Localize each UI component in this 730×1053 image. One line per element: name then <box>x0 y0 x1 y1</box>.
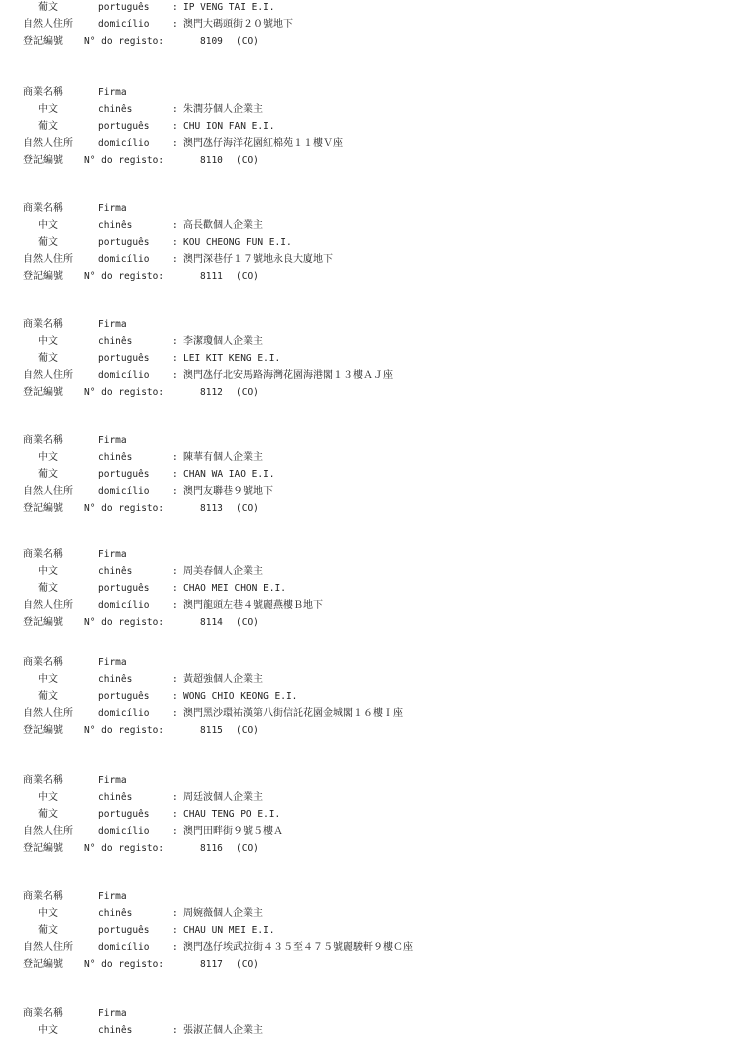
row-registo <box>0 268 700 285</box>
label-zh: 自然人住所 <box>23 826 73 837</box>
row-firma <box>0 654 700 671</box>
value-chinese-name: 李潔瓊個人企業主 <box>183 336 263 347</box>
label-zh: 自然人住所 <box>23 138 73 149</box>
colon: : <box>172 220 178 231</box>
colon: : <box>172 254 178 265</box>
registo-number: 8113 <box>200 503 223 514</box>
row-chines <box>0 449 700 466</box>
colon: : <box>172 708 178 719</box>
value-portuguese-name: CHU ION FAN E.I. <box>183 121 275 132</box>
value-portuguese-name: LEI KIT KENG E.I. <box>183 353 281 364</box>
registo-number: 8117 <box>200 959 223 970</box>
label-zh: 商業名稱 <box>23 775 63 786</box>
label-zh: 商業名稱 <box>23 657 63 668</box>
row-domicilio <box>0 16 700 33</box>
label-pt: Firma <box>98 87 127 98</box>
value-domicilio: 澳門龍頭左巷４號麗燕樓Ｂ地下 <box>183 600 323 611</box>
label-zh: 葡文 <box>38 2 58 13</box>
row-registo <box>0 152 700 169</box>
row-registo <box>0 384 700 401</box>
row-registo <box>0 956 700 973</box>
row-domicilio <box>0 823 700 840</box>
row-chines <box>0 789 700 806</box>
value-domicilio: 澳門氹仔北安馬路海灣花園海港閣１３樓ＡＪ座 <box>183 370 393 381</box>
label-zh: 葡文 <box>38 353 58 364</box>
label-pt: N° do registo: <box>84 959 165 970</box>
label-pt: chinês <box>98 220 133 231</box>
registo-suffix: (CO) <box>236 36 259 47</box>
colon: : <box>172 600 178 611</box>
label-zh: 登記編號 <box>23 617 63 628</box>
label-pt: português <box>98 583 150 594</box>
label-zh: 葡文 <box>38 691 58 702</box>
entry-block <box>0 546 700 631</box>
value-chinese-name: 陳華有個人企業主 <box>183 452 263 463</box>
label-zh: 登記編號 <box>23 155 63 166</box>
label-pt: Firma <box>98 549 127 560</box>
label-pt: N° do registo: <box>84 617 165 628</box>
registo-suffix: (CO) <box>236 503 259 514</box>
row-chines <box>0 563 700 580</box>
label-pt: português <box>98 121 150 132</box>
value-chinese-name: 周婉薇個人企業主 <box>183 908 263 919</box>
label-pt: N° do registo: <box>84 271 165 282</box>
entry-block <box>0 772 700 857</box>
label-pt: domicílio <box>98 826 150 837</box>
colon: : <box>172 353 178 364</box>
value-chinese-name: 朱潤芬個人企業主 <box>183 104 263 115</box>
row-domicilio <box>0 251 700 268</box>
label-pt: português <box>98 469 150 480</box>
label-pt: N° do registo: <box>84 155 165 166</box>
label-pt: português <box>98 2 150 13</box>
colon: : <box>172 370 178 381</box>
label-zh: 中文 <box>38 452 58 463</box>
entry-block <box>0 888 700 973</box>
value-chinese-name: 周廷波個人企業主 <box>183 792 263 803</box>
label-pt: Firma <box>98 1008 127 1019</box>
colon: : <box>172 809 178 820</box>
label-pt: Firma <box>98 435 127 446</box>
value-domicilio: 澳門深巷仔１７號地永良大廈地下 <box>183 254 333 265</box>
row-domicilio <box>0 483 700 500</box>
registo-suffix: (CO) <box>236 725 259 736</box>
label-zh: 登記編號 <box>23 843 63 854</box>
colon: : <box>172 583 178 594</box>
label-pt: N° do registo: <box>84 387 165 398</box>
entry-block <box>0 432 700 517</box>
value-portuguese-name: CHAO MEI CHON E.I. <box>183 583 286 594</box>
row-domicilio <box>0 939 700 956</box>
row-firma <box>0 200 700 217</box>
value-portuguese-name: KOU CHEONG FUN E.I. <box>183 237 292 248</box>
colon: : <box>172 138 178 149</box>
colon: : <box>172 566 178 577</box>
label-pt: Firma <box>98 319 127 330</box>
label-pt: N° do registo: <box>84 843 165 854</box>
registo-suffix: (CO) <box>236 155 259 166</box>
row-domicilio <box>0 367 700 384</box>
label-zh: 自然人住所 <box>23 254 73 265</box>
value-domicilio: 澳門友聯巷９號地下 <box>183 486 273 497</box>
value-portuguese-name: CHAN WA IAO E.I. <box>183 469 275 480</box>
label-pt: N° do registo: <box>84 725 165 736</box>
label-pt: Firma <box>98 891 127 902</box>
colon: : <box>172 2 178 13</box>
value-chinese-name: 高長歡個人企業主 <box>183 220 263 231</box>
label-zh: 自然人住所 <box>23 942 73 953</box>
colon: : <box>172 1025 178 1036</box>
row-portuguese <box>0 350 700 367</box>
registo-suffix: (CO) <box>236 271 259 282</box>
colon: : <box>172 942 178 953</box>
label-pt: domicílio <box>98 19 150 30</box>
label-pt: português <box>98 691 150 702</box>
value-domicilio: 澳門氹仔海洋花園紅棉苑１１樓Ｖ座 <box>183 138 343 149</box>
value-portuguese-name: WONG CHIO KEONG E.I. <box>183 691 298 702</box>
row-chines <box>0 671 700 688</box>
colon: : <box>172 237 178 248</box>
label-zh: 登記編號 <box>23 387 63 398</box>
label-zh: 商業名稱 <box>23 203 63 214</box>
registo-number: 8112 <box>200 387 223 398</box>
label-zh: 葡文 <box>38 583 58 594</box>
label-zh: 商業名稱 <box>23 891 63 902</box>
colon: : <box>172 925 178 936</box>
label-zh: 中文 <box>38 792 58 803</box>
label-zh: 中文 <box>38 908 58 919</box>
row-registo <box>0 614 700 631</box>
label-pt: domicílio <box>98 370 150 381</box>
label-zh: 登記編號 <box>23 725 63 736</box>
row-registo <box>0 840 700 857</box>
label-pt: chinês <box>98 908 133 919</box>
value-domicilio: 澳門田畔街９號５樓Ａ <box>183 826 283 837</box>
label-pt: domicílio <box>98 138 150 149</box>
registo-number: 8110 <box>200 155 223 166</box>
row-portuguese <box>0 688 700 705</box>
row-chines <box>0 333 700 350</box>
label-zh: 中文 <box>38 220 58 231</box>
row-firma <box>0 546 700 563</box>
label-pt: Firma <box>98 775 127 786</box>
row-portuguese <box>0 466 700 483</box>
label-zh: 葡文 <box>38 237 58 248</box>
colon: : <box>172 452 178 463</box>
row-portuguese <box>0 234 700 251</box>
row-chines <box>0 1022 700 1039</box>
value: 張淑芷個人企業主 <box>183 1025 263 1036</box>
registo-suffix: (CO) <box>236 387 259 398</box>
registo-number: 8109 <box>200 36 223 47</box>
label-pt: português <box>98 925 150 936</box>
value: IP VENG TAI E.I. <box>183 2 275 13</box>
row-domicilio <box>0 597 700 614</box>
label-zh: 中文 <box>38 674 58 685</box>
label-zh: 中文 <box>38 336 58 347</box>
colon: : <box>172 19 178 30</box>
colon: : <box>172 486 178 497</box>
row-portuguese <box>0 922 700 939</box>
registo-number: 8111 <box>200 271 223 282</box>
label-pt: chinês <box>98 566 133 577</box>
registo-number: 8115 <box>200 725 223 736</box>
registo-number: 8116 <box>200 843 223 854</box>
label-pt: N° do registo: <box>84 36 165 47</box>
label-pt: domicílio <box>98 708 150 719</box>
label-zh: 葡文 <box>38 121 58 132</box>
row-portuguese <box>0 118 700 135</box>
entry-block <box>0 200 700 285</box>
row-chines <box>0 905 700 922</box>
label-zh: 商業名稱 <box>23 549 63 560</box>
row-portuguese <box>0 806 700 823</box>
row-portuguese <box>0 580 700 597</box>
label-pt: N° do registo: <box>84 503 165 514</box>
label-pt: chinês <box>98 452 133 463</box>
label-pt: chinês <box>98 792 133 803</box>
label-pt: domicílio <box>98 600 150 611</box>
row-portuguese <box>0 0 700 16</box>
label-pt: domicílio <box>98 254 150 265</box>
row-firma <box>0 432 700 449</box>
label-zh: 中文 <box>38 566 58 577</box>
row-firma <box>0 772 700 789</box>
label-pt: domicílio <box>98 942 150 953</box>
label-zh: 登記編號 <box>23 959 63 970</box>
label-zh: 登記編號 <box>23 36 63 47</box>
label-zh: 中文 <box>38 1025 58 1036</box>
label-zh: 登記編號 <box>23 271 63 282</box>
row-domicilio <box>0 135 700 152</box>
colon: : <box>172 908 178 919</box>
label-pt: Firma <box>98 203 127 214</box>
label-zh: 自然人住所 <box>23 19 73 30</box>
colon: : <box>172 826 178 837</box>
colon: : <box>172 792 178 803</box>
registo-suffix: (CO) <box>236 959 259 970</box>
colon: : <box>172 691 178 702</box>
value-domicilio: 澳門黑沙環祐漢第八街信託花園金城閣１６樓Ｉ座 <box>183 708 403 719</box>
label-pt: chinês <box>98 336 133 347</box>
label-pt: chinês <box>98 674 133 685</box>
entry-8109 <box>0 0 700 50</box>
label-zh: 自然人住所 <box>23 708 73 719</box>
label-zh: 葡文 <box>38 925 58 936</box>
value-chinese-name: 周美春個人企業主 <box>183 566 263 577</box>
label-pt: chinês <box>98 104 133 115</box>
label-zh: 中文 <box>38 104 58 115</box>
row-firma <box>0 84 700 101</box>
label-pt: Firma <box>98 657 127 668</box>
colon: : <box>172 336 178 347</box>
label-pt: português <box>98 353 150 364</box>
row-firma <box>0 316 700 333</box>
label-zh: 自然人住所 <box>23 370 73 381</box>
row-chines <box>0 217 700 234</box>
colon: : <box>172 121 178 132</box>
label-zh: 商業名稱 <box>23 1008 63 1019</box>
registo-suffix: (CO) <box>236 843 259 854</box>
row-registo <box>0 33 700 50</box>
label-pt: português <box>98 809 150 820</box>
registo-number: 8114 <box>200 617 223 628</box>
row-registo <box>0 722 700 739</box>
label-zh: 葡文 <box>38 809 58 820</box>
row-firma <box>0 888 700 905</box>
label-zh: 自然人住所 <box>23 600 73 611</box>
value-chinese-name: 黃超強個人企業主 <box>183 674 263 685</box>
label-zh: 商業名稱 <box>23 435 63 446</box>
colon: : <box>172 104 178 115</box>
value-portuguese-name: CHAU UN MEI E.I. <box>183 925 275 936</box>
colon: : <box>172 469 178 480</box>
row-chines <box>0 101 700 118</box>
colon: : <box>172 674 178 685</box>
row-domicilio <box>0 705 700 722</box>
label-zh: 商業名稱 <box>23 319 63 330</box>
label-zh: 商業名稱 <box>23 87 63 98</box>
row-registo <box>0 500 700 517</box>
value: 澳門大碼頭街２０號地下 <box>183 19 293 30</box>
label-pt: domicílio <box>98 486 150 497</box>
entry-block <box>0 84 700 169</box>
label-pt: português <box>98 237 150 248</box>
entry-partial-bottom <box>0 1005 700 1039</box>
label-zh: 自然人住所 <box>23 486 73 497</box>
value-portuguese-name: CHAU TENG PO E.I. <box>183 809 281 820</box>
row-firma <box>0 1005 700 1022</box>
entry-block <box>0 316 700 401</box>
label-zh: 葡文 <box>38 469 58 480</box>
registo-suffix: (CO) <box>236 617 259 628</box>
label-zh: 登記編號 <box>23 503 63 514</box>
value-domicilio: 澳門氹仔埃武拉街４３５至４７５號麗駿軒９樓Ｃ座 <box>183 942 413 953</box>
entry-block <box>0 654 700 739</box>
label-pt: chinês <box>98 1025 133 1036</box>
